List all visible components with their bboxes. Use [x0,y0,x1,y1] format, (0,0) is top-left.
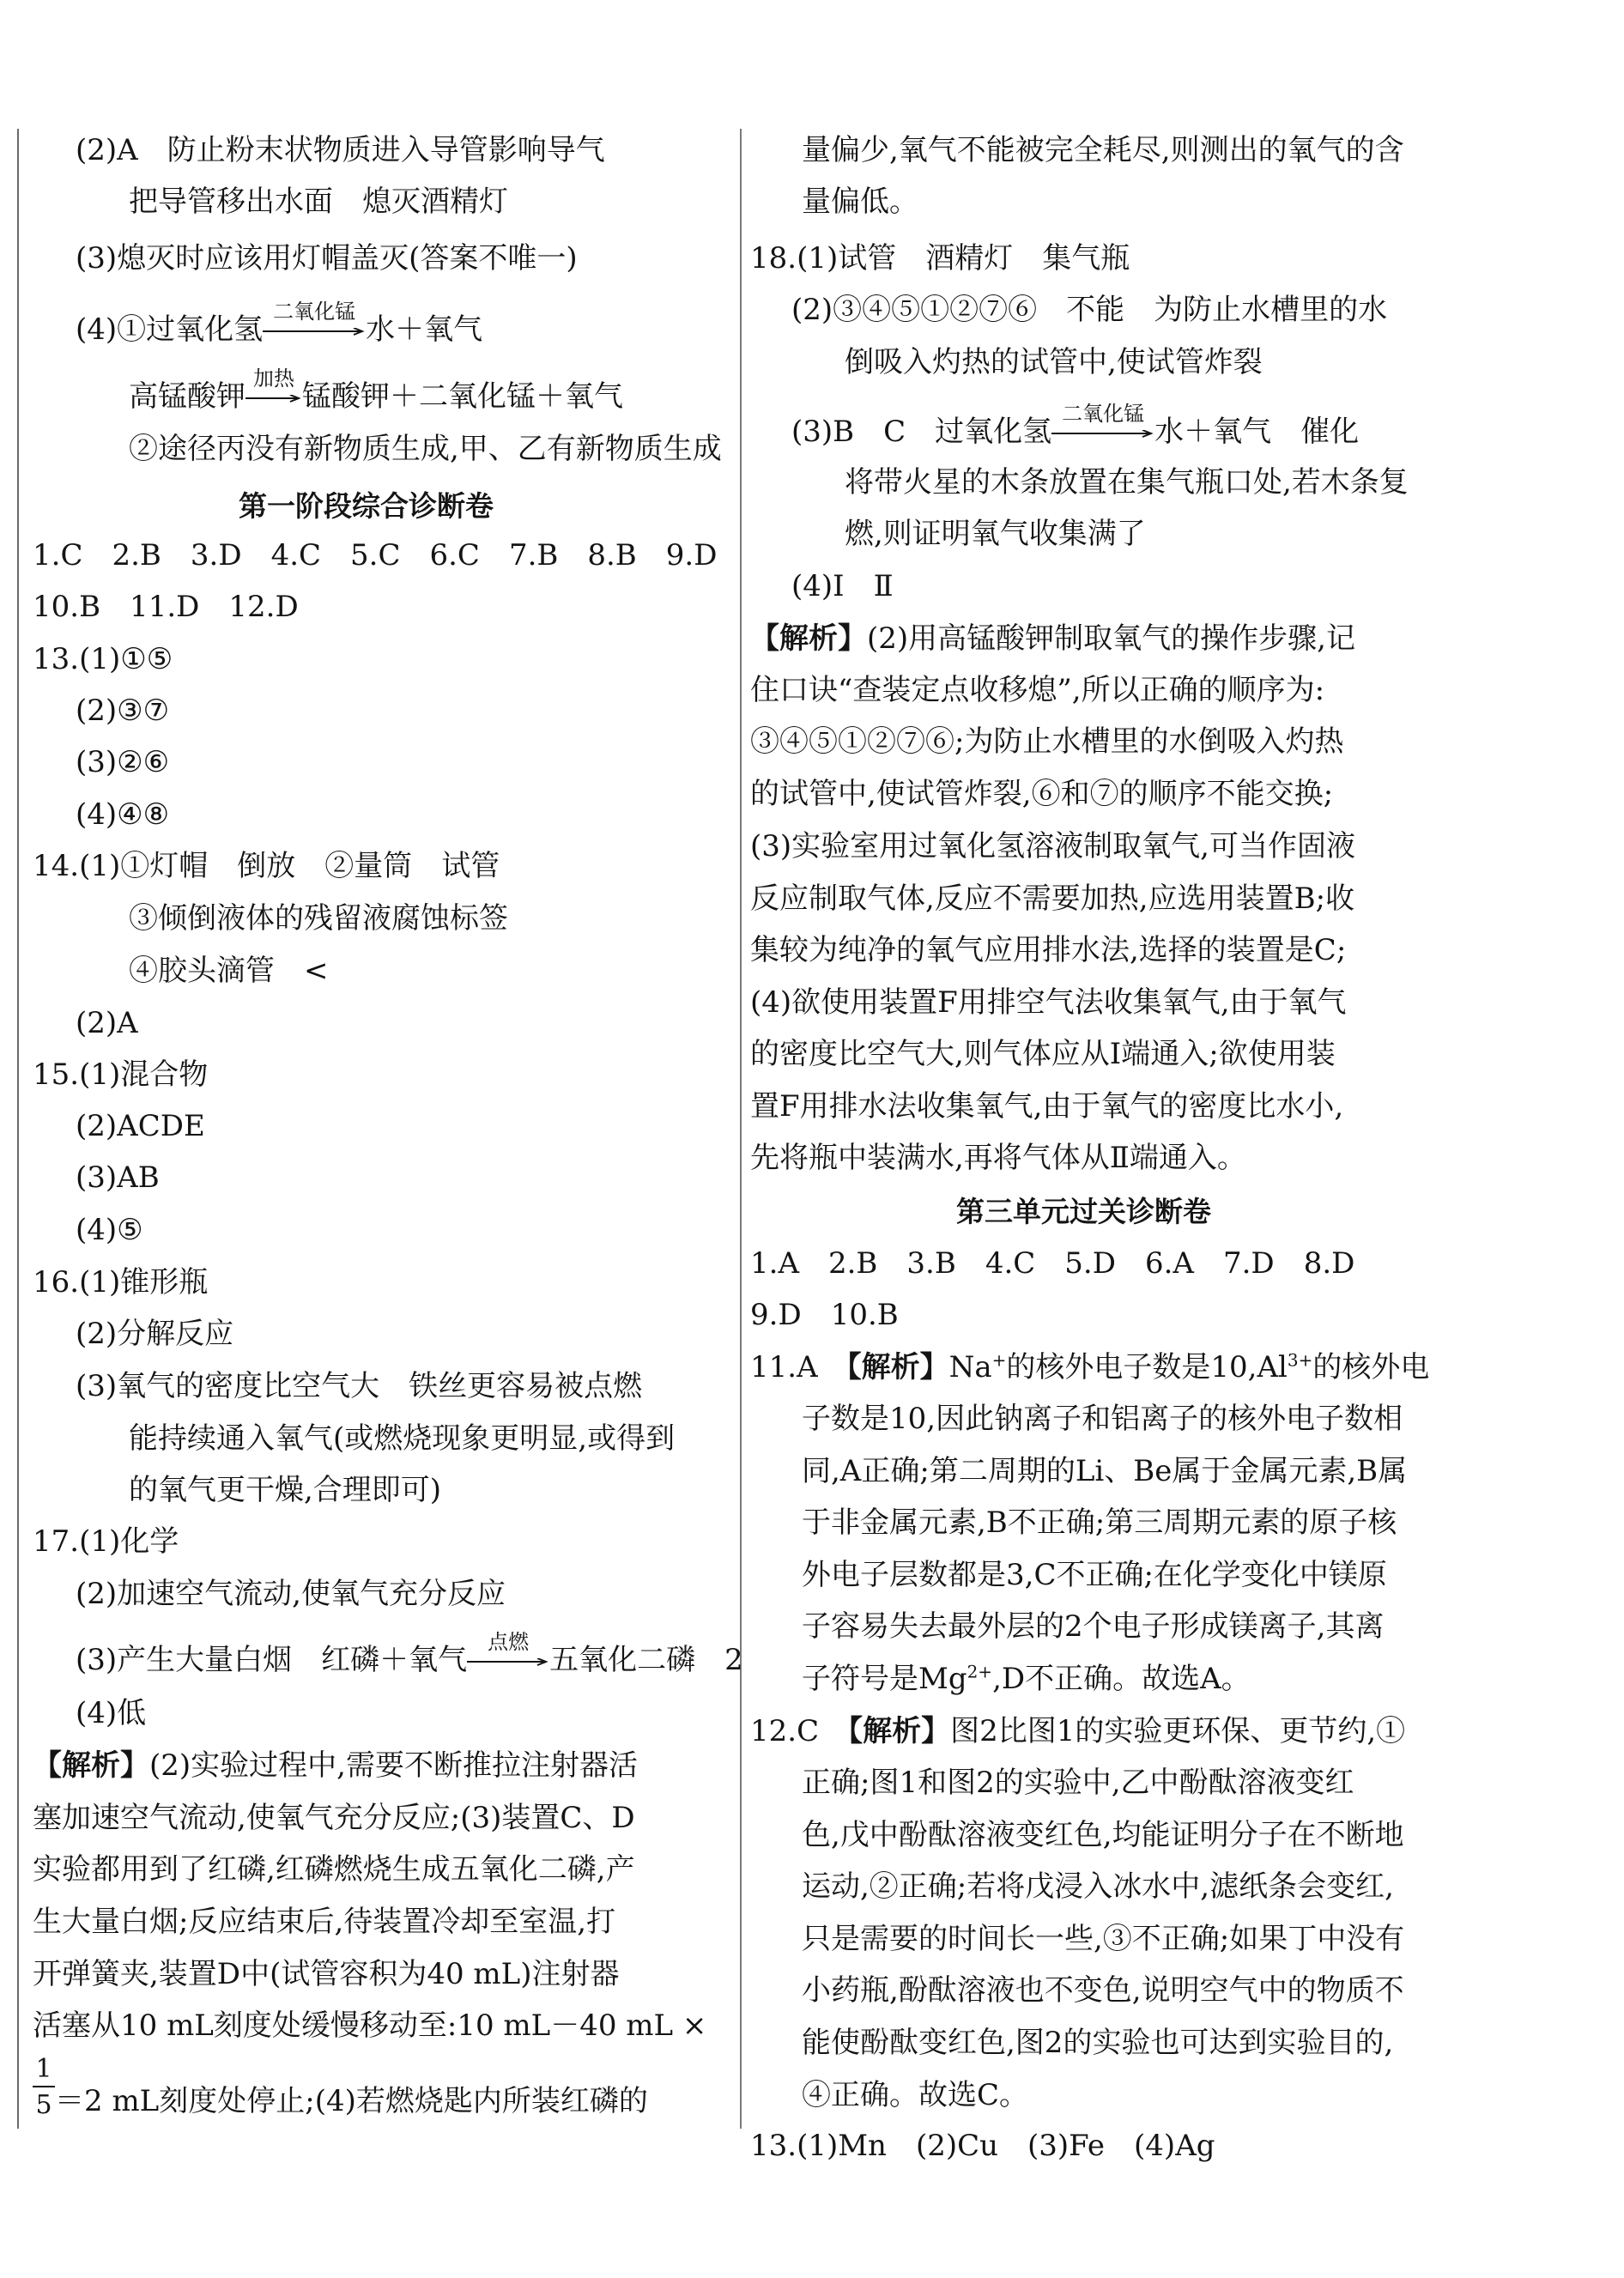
arrow-icon [263,328,366,336]
text-line: (2)A [76,1006,138,1040]
analysis-text: 的核外电 [1312,1350,1430,1384]
text-line: 生大量白烟;反应结束后,待装置冷却至室温,打 [33,1905,616,1939]
reaction-condition: 二氧化锰 [1062,402,1145,426]
text-line: (2)③④⑤①②⑦⑥ 不能 为防止水槽里的水 [791,293,1388,327]
text-line: 的氧气更干燥,合理即可) [129,1473,442,1507]
text-line: (2)分解反应 [76,1317,234,1351]
equation-text: 高锰酸钾 [129,379,245,414]
analysis-label: 【解析】 [750,621,867,656]
text-line: (4)Ⅰ Ⅱ [791,569,894,603]
text-line: 9.D 10.B [750,1298,899,1332]
analysis-text: Na [948,1350,992,1384]
text-line: 集较为纯净的氧气应用排水法,选择的装置是C; [750,933,1347,967]
equation-text: (3)B C 过氧化氢 [791,415,1052,449]
equation-text: 五氧化二磷 2 [549,1643,743,1677]
equation-text: 锰酸钾＋二氧化锰＋氧气 [302,379,623,414]
text-line: (2)加速空气流动,使氧气充分反应 [76,1577,506,1611]
text-line: 10.B 11.D 12.D [33,590,299,624]
text-line: ②途径丙没有新物质生成,甲、乙有新物质生成 [129,432,722,466]
analysis-label: 【解析】 [848,1714,951,1748]
text-line: 13.(1)Mn (2)Cu (3)Fe (4)Ag [750,2129,1215,2163]
ion-charge: + [991,1349,1007,1371]
section-heading: 第一阶段综合诊断卷 [239,489,494,523]
text-line: 反应制取气体,反应不需要加热,应选用装置B;收 [750,882,1355,916]
text-line: (4)⑤ [76,1213,143,1247]
text-line: 实验都用到了红磷,红磷燃烧生成五氧化二磷,产 [33,1852,635,1887]
text-line: 17.(1)化学 [33,1524,179,1559]
text-line: 小药瓶,酚酞溶液也不变色,说明空气中的物质不 [802,1973,1404,2008]
text-line: 先将瓶中装满水,再将气体从Ⅱ端通入。 [750,1141,1246,1175]
text-line: 活塞从10 mL刻度处缓慢移动至:10 mL－40 mL × [33,2008,707,2043]
analysis-text: ,D不正确。故选A。 [992,1662,1251,1696]
answer-text: 12.C [750,1714,849,1748]
text-line: (3)实验室用过氧化氢溶液制取氧气,可当作固液 [750,829,1355,863]
answer-text: 11.A [750,1350,847,1384]
reaction-arrow [245,367,302,415]
analysis-label: 【解析】 [846,1350,949,1384]
analysis-text: (2)实验过程中,需要不断推拉注射器活 [149,1748,638,1783]
text-line: 18.(1)试管 酒精灯 集气瓶 [750,241,1130,276]
left-margin-line [17,129,19,2129]
equation-line [129,367,623,415]
analysis-line [802,1660,1251,1698]
equation-line [76,300,483,348]
text-line: (2)③⑦ [76,694,170,728]
text-line: 置F用排水法收集氧气,由于氧气的密度比水小, [750,1089,1344,1124]
text-line: (2)ACDE [76,1109,205,1143]
text-line: 能持续通入氧气(或燃烧现象更明显,或得到 [129,1421,676,1456]
fraction-line-text: ＝2 mL刻度处停止;(4)若燃烧匙内所装红磷的 [55,2084,648,2118]
text-line: 16.(1)锥形瓶 [33,1265,209,1300]
text-line: 1.C 2.B 3.D 4.C 5.C 6.C 7.B 8.B 9.D [33,538,718,573]
text-line: ④正确。故选C。 [802,2078,1029,2112]
text-line: 于非金属元素,B不正确;第三周期元素的原子核 [802,1506,1397,1540]
text-line: 将带火星的木条放置在集气瓶口处,若木条复 [845,465,1409,500]
text-line: (3)氧气的密度比空气大 铁丝更容易被点燃 [76,1369,643,1403]
text-line: 色,戊中酚酞溶液变红色,均能证明分子在不断地 [802,1818,1404,1852]
analysis-text: 图2比图1的实验更环保、更节约,① [950,1714,1406,1748]
text-line: (3)②⑥ [76,745,170,779]
analysis-label: 【解析】 [33,1748,149,1783]
arrow-icon [245,395,302,403]
reaction-arrow [1051,402,1154,451]
text-line: 15.(1)混合物 [33,1057,209,1092]
text-line: 能使酚酞变红色,图2的实验也可达到实验目的, [802,2026,1394,2060]
fraction-numerator: 1 [35,2054,52,2084]
fraction-bar [33,2086,55,2087]
reaction-arrow [263,300,366,348]
text-line: 住口诀“查装定点收移熄”,所以正确的顺序为: [750,673,1325,707]
text-line: 把导管移出水面 熄灭酒精灯 [129,185,508,219]
arrow-icon [467,1658,549,1667]
equation-line [76,1630,743,1679]
equation-line [791,402,1360,451]
reaction-condition: 二氧化锰 [273,300,356,324]
text-line: (4)④⑧ [76,797,170,832]
text-line: 运动,②正确;若将戊浸入冰水中,滤纸条会变红, [802,1869,1394,1904]
text-line: 子数是10,因此钠离子和铝离子的核外电子数相 [802,1402,1403,1436]
fraction-line [33,2054,648,2120]
reaction-condition: 加热 [253,367,294,391]
analysis-line [750,1712,1405,1750]
text-line: 同,A正确;第二周期的Li、Be属于金属元素,B属 [802,1454,1408,1488]
text-line: (4)低 [76,1696,147,1730]
equation-text: (3)产生大量白烟 红磷＋氧气 [76,1643,468,1677]
ion-charge: 3+ [1287,1349,1313,1371]
text-line: 正确;图1和图2的实验中,乙中酚酞溶液变红 [802,1766,1354,1800]
text-line: ④胶头滴管 < [129,954,329,988]
text-line: 燃,则证明氧气收集满了 [845,517,1146,551]
equation-text: (4)①过氧化氢 [76,312,264,347]
text-line: 开弹簧夹,装置D中(试管容积为40 mL)注射器 [33,1957,620,1991]
text-line: (3)熄灭时应该用灯帽盖灭(答案不唯一) [76,241,578,276]
column-divider [740,129,742,2129]
text-line: 1.A 2.B 3.B 4.C 5.D 6.A 7.D 8.D [750,1246,1355,1281]
analysis-text: (2)用高锰酸钾制取氧气的操作步骤,记 [867,621,1355,656]
equation-text: 水＋氧气 催化 [1154,415,1360,449]
analysis-line [33,1747,638,1784]
reaction-arrow [467,1630,549,1679]
section-heading: 第三单元过关诊断卷 [956,1195,1211,1228]
analysis-line [750,620,1355,657]
text-line: ③④⑤①②⑦⑥;为防止水槽里的水倒吸入灼热 [750,724,1344,759]
text-line: 量偏少,氧气不能被完全耗尽,则测出的氧气的含 [802,133,1404,167]
fraction [33,2054,55,2120]
ion-charge: 2+ [967,1661,993,1682]
text-line: 塞加速空气流动,使氧气充分反应;(3)装置C、D [33,1801,635,1835]
text-line: 13.(1)①⑤ [33,642,173,676]
analysis-line [750,1348,1429,1386]
equation-text: 水＋氧气 [366,312,483,347]
text-line: (2)A 防止粉末状物质进入导管影响导气 [76,133,605,167]
text-line: 14.(1)①灯帽 倒放 ②量筒 试管 [33,849,500,883]
text-line: 子容易失去最外层的2个电子形成镁离子,其离 [802,1609,1385,1644]
text-line: ③倾倒液体的残留液腐蚀标签 [129,901,508,936]
text-line: 的试管中,使试管炸裂,⑥和⑦的顺序不能交换; [750,777,1334,811]
text-line: (4)欲使用装置F用排空气法收集氧气,由于氧气 [750,985,1347,1020]
arrow-icon [1051,430,1154,439]
analysis-text: 子符号是Mg [802,1662,967,1696]
fraction-denominator: 5 [35,2090,52,2120]
text-line: 的密度比空气大,则气体应从Ⅰ端通入;欲使用装 [750,1037,1336,1071]
text-line: 量偏低。 [802,185,918,219]
text-line: 倒吸入灼热的试管中,使试管炸裂 [845,345,1263,379]
text-line: (3)AB [76,1160,160,1195]
text-line: 只是需要的时间长一些,③不正确;如果丁中没有 [802,1922,1405,1956]
text-line: 外电子层数都是3,C不正确;在化学变化中镁原 [802,1558,1387,1592]
analysis-text: 的核外电子数是10,Al [1006,1350,1288,1384]
reaction-condition: 点燃 [488,1630,530,1654]
